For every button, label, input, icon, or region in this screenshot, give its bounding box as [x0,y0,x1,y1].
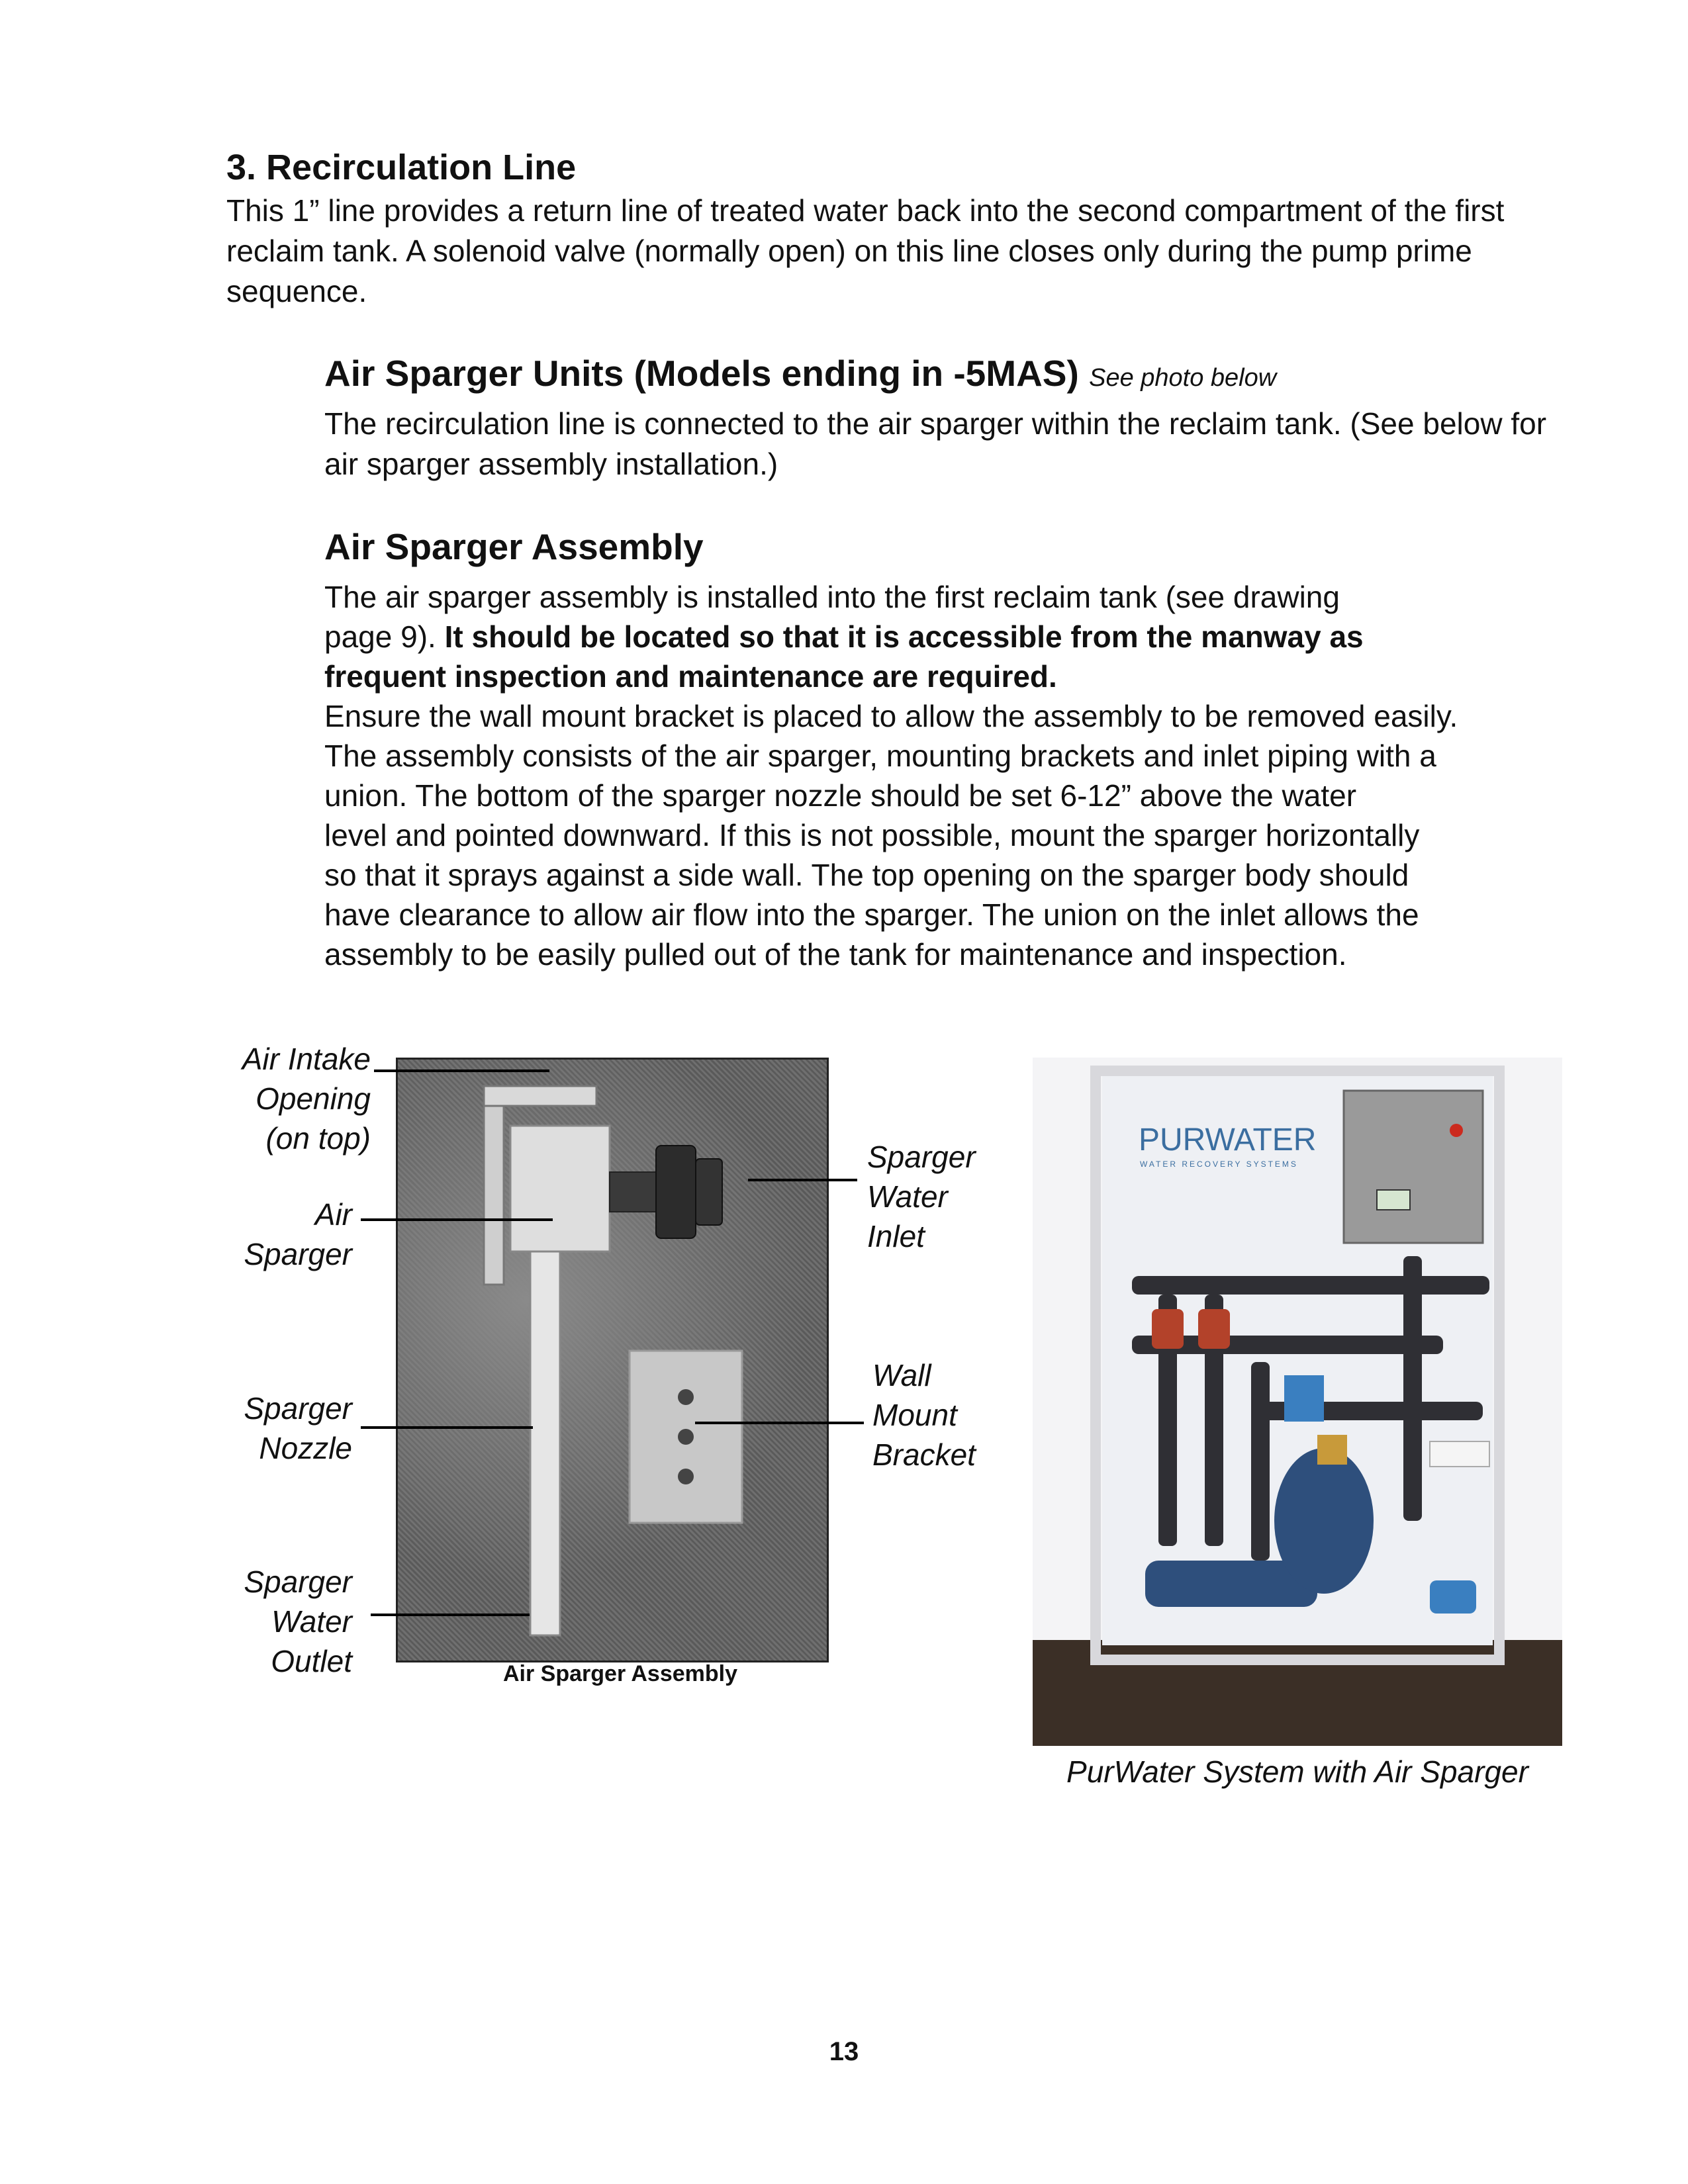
air-sparger-units-body: The recirculation line is connected to the air sparger within the reclaim tank. (See below for air sparger assembly installation.) [324,406,1547,481]
air-sparger-assembly-body [324,577,1615,974]
section-heading: 3. Recirculation Line [226,148,577,187]
label-bracket-line3: Bracket [872,1437,976,1472]
purwater-tagline: WATER RECOVERY SYSTEMS [1140,1160,1298,1169]
assembly-line-2-normal: page 9). [324,619,436,654]
assembly-line-8: so that it sprays against a side wall. The top opening on the sparger body should [324,858,1409,892]
air-sparger-assembly-heading: Air Sparger Assembly [324,526,704,567]
assembly-line-7: level and pointed downward. If this is not possible, mount the sparger horizontally [324,818,1420,852]
air-sparger-units-heading [324,352,1276,394]
label-sparger-water-outlet [199,1562,352,1681]
label-bracket-line1: Wall [872,1358,931,1392]
purwater-system-photo [1033,1058,1562,1746]
label-air-intake-line1: Air Intake [242,1042,371,1076]
label-nozzle-line2: Nozzle [259,1431,352,1465]
label-air-intake [199,1039,371,1158]
assembly-line-5: The assembly consists of the air sparger, mounting brackets and inlet piping with a [324,739,1436,773]
figure1-caption: Air Sparger Assembly [503,1661,737,1686]
label-inlet-line2: Water [867,1179,948,1214]
air-sparger-units-title: Air Sparger Units (Models ending in -5MAS) [324,353,1079,394]
assembly-line-10: assembly to be easily pulled out of the tank for maintenance and inspection. [324,937,1347,972]
label-wall-mount-bracket [872,1355,1018,1475]
label-outlet-line2: Water [271,1604,352,1639]
label-air-sparger-line1: Air [314,1197,352,1232]
label-inlet-line3: Inlet [867,1219,925,1253]
label-air-intake-line2: Opening [256,1081,371,1116]
assembly-line-9: have clearance to allow air flow into the sparger. The union on the inlet allows the [324,897,1419,932]
assembly-line-4: Ensure the wall mount bracket is placed to allow the assembly to be removed easily. [324,699,1458,733]
assembly-line-6: union. The bottom of the sparger nozzle should be set 6-12” above the water [324,778,1357,813]
label-air-sparger-line2: Sparger [244,1237,352,1271]
label-sparger-nozzle [199,1388,352,1468]
label-outlet-line1: Sparger [244,1565,352,1599]
label-nozzle-line1: Sparger [244,1391,352,1426]
label-air-intake-line3: (on top) [265,1121,371,1156]
label-outlet-line3: Outlet [271,1644,352,1678]
see-photo-note: See photo below [1089,364,1277,392]
label-sparger-water-inlet [867,1137,1013,1256]
purwater-logo: PURWATER [1139,1122,1317,1158]
figure2-caption: PurWater System with Air Sparger [1066,1754,1528,1789]
label-inlet-line1: Sparger [867,1140,976,1174]
label-air-sparger [199,1195,352,1274]
assembly-line-1: The air sparger assembly is installed into the first reclaim tank (see drawing [324,580,1340,614]
label-bracket-line2: Mount [872,1398,957,1432]
assembly-line-2-bold: It should be located so that it is accessible from the manway as [444,619,1364,654]
purwater-illustration [1033,1058,1562,1746]
air-sparger-illustration [398,1060,827,1661]
assembly-line-3: frequent inspection and maintenance are required. [324,659,1057,694]
assembly-line-2 [324,617,1615,657]
air-sparger-assembly-photo [396,1058,829,1662]
section-body: This 1” line provides a return line of treated water back into the second compartment of the first reclaim tank. A solenoid valve (normally open) on this line closes only during the pump prime sequence. [226,193,1505,308]
page-number: 13 [829,2037,859,2066]
